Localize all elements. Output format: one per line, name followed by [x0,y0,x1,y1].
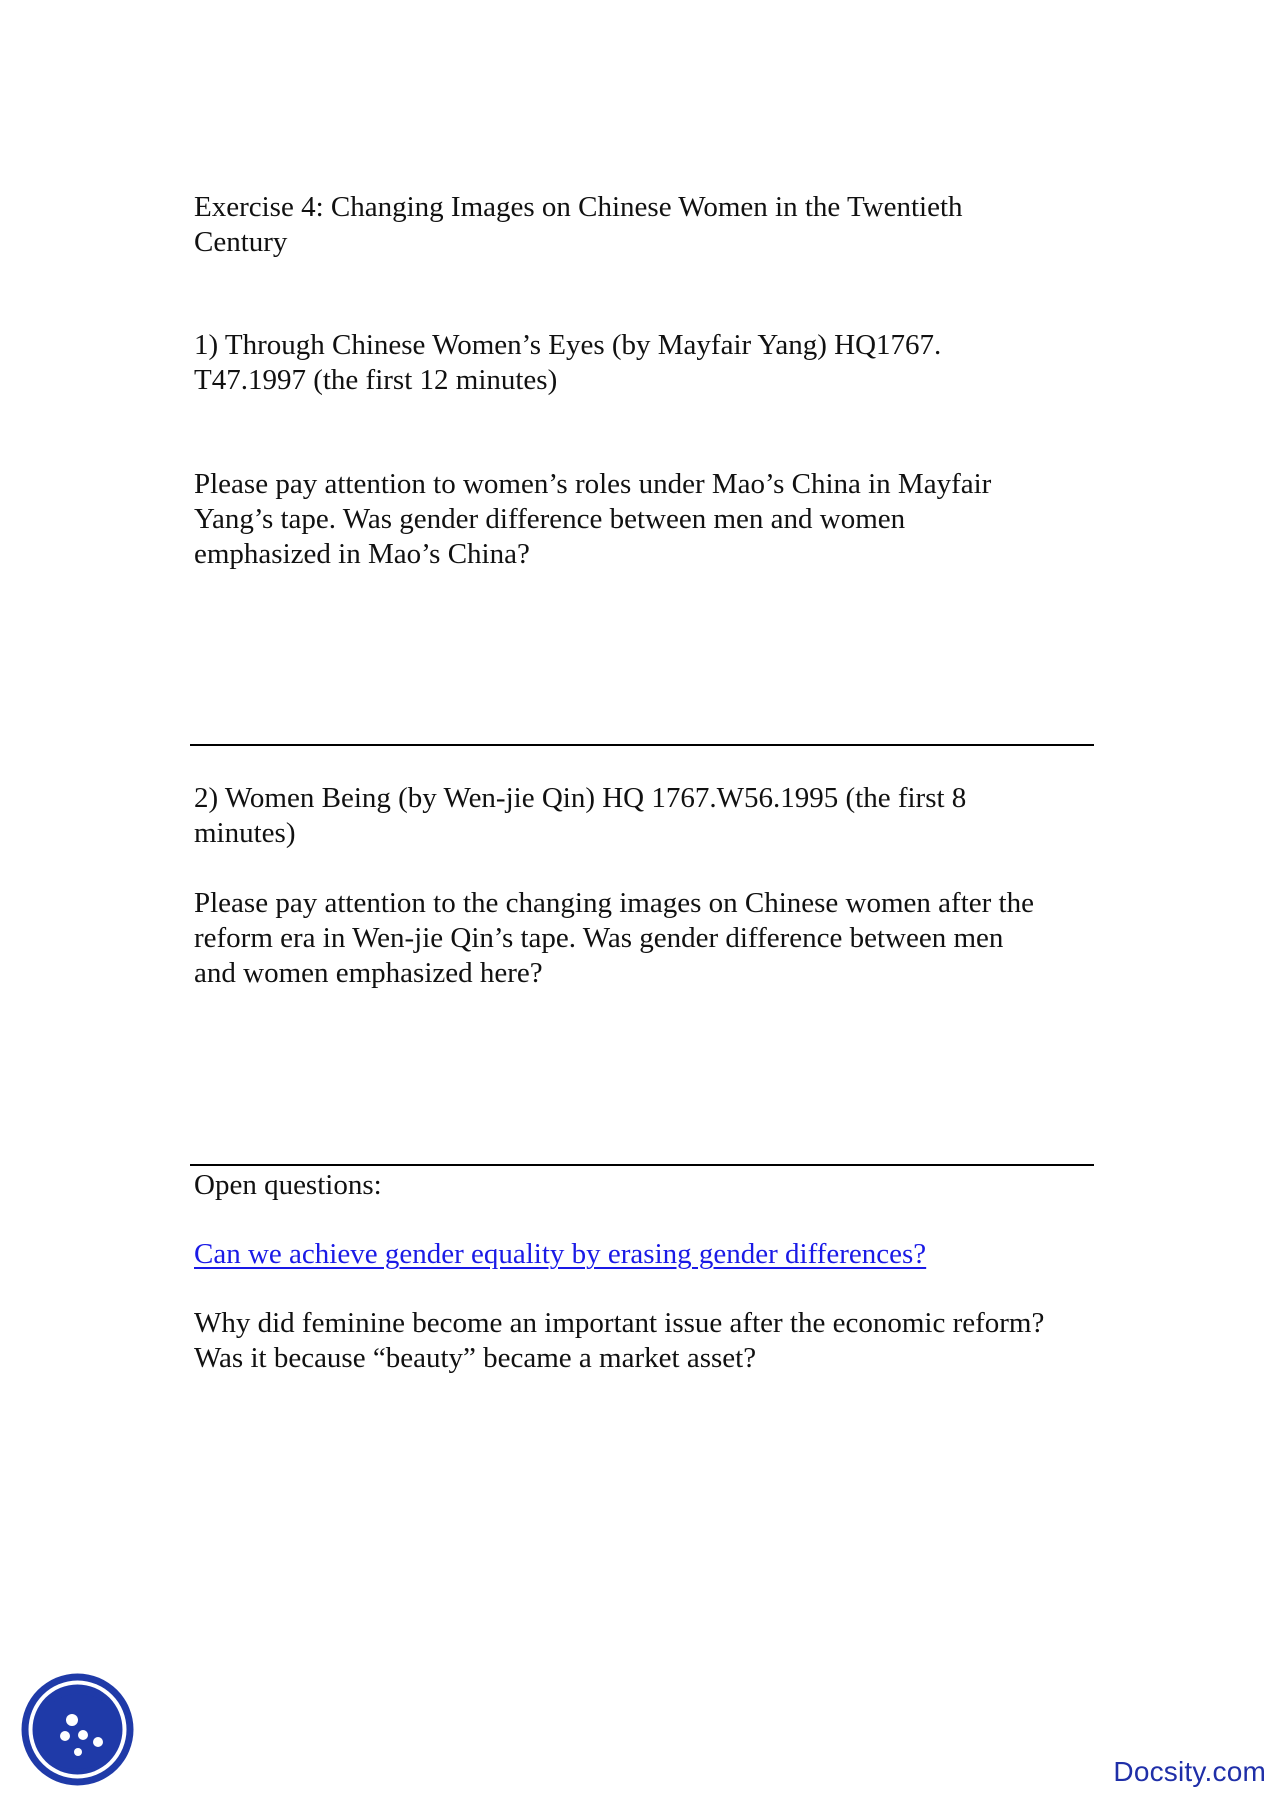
open-question-2-line-1: Why did feminine become an important issue after the economic reform? [194,1307,1045,1339]
docsity-logo-icon [20,1672,135,1787]
section-2-heading-line-1: 2) Women Being (by Wen-jie Qin) HQ 1767.W56.1995 (the first 8 [194,782,967,814]
title-line-1: Exercise 4: Changing Images on Chinese Women in the Twentieth [194,191,963,223]
section-2-prompt-line-3: and women emphasized here? [194,957,543,989]
section-2-heading [194,781,1094,851]
answer-divider-2 [190,1164,1094,1166]
open-question-2-line-2: Was it because “beauty” became a market asset? [194,1342,757,1374]
open-questions-label-text: Open questions: [194,1169,382,1201]
open-questions-label [194,1168,1094,1203]
answer-divider-1 [190,744,1094,746]
section-2-prompt-line-2: reform era in Wen-jie Qin’s tape. Was gender difference between men [194,922,1004,954]
section-1-prompt [194,467,1094,572]
title-line-2: Century [194,226,288,258]
section-1-prompt-line-2: Yang’s tape. Was gender difference between men and women [194,503,906,535]
section-1-prompt-line-1: Please pay attention to women’s roles under Mao’s China in Mayfair [194,468,992,500]
section-1-prompt-line-3: emphasized in Mao’s China? [194,538,530,570]
docsity-brand-link[interactable]: Docsity.com [1113,1756,1266,1787]
open-question-2 [194,1306,1094,1376]
section-1-heading [194,328,1094,398]
gender-equality-link[interactable]: Can we achieve gender equality by erasing gender differences? [194,1238,927,1270]
section-1-heading-line-1: 1) Through Chinese Women’s Eyes (by Mayfair Yang) HQ1767. [194,329,942,361]
section-2-prompt [194,886,1094,991]
section-2-prompt-line-1: Please pay attention to the changing images on Chinese women after the [194,887,1034,919]
section-1-heading-line-2: T47.1997 (the first 12 minutes) [194,364,558,396]
document-title [194,190,1094,260]
open-question-1 [194,1237,1094,1272]
section-2-heading-line-2: minutes) [194,817,296,849]
